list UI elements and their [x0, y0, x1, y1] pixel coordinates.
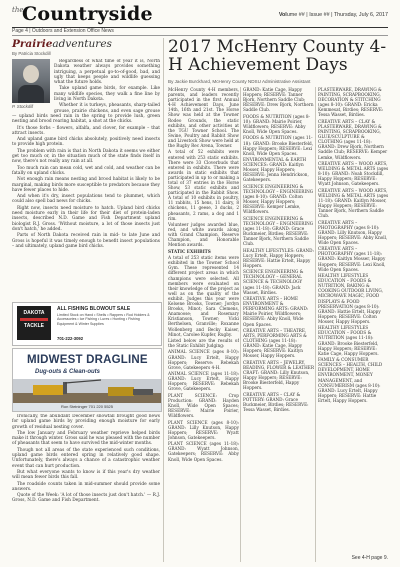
result-entry: FAMILY & CONSUMER SCIENCES – HEALTH, CHILD DEVELOPMENT, HOME ENVIRONMENT, MONEY MANAGEMENT, and CONSUMERISM (ages 8-10): GRAND: Lucy Ertelt, Happy Hoppers; RESERVE: Hattie Ertelt, Happy Hoppers. [318, 357, 383, 403]
paragraph: Ironically, the abundant December snowfall brought good news for upland game birds by providing enough moisture for early growth of residual nesting cover. [12, 414, 160, 430]
result-entry: HEALTHY LIFESTYLES: GRAND: Lucy Ertelt, Happy Hoppers; RESERVE: Hattie Ertelt, Happy Hoppers. [243, 247, 314, 268]
kicker-rest: adventures [52, 38, 112, 50]
ad-phone: 701-222-3092 [57, 336, 84, 341]
paragraph: A total of 253 static items were exhibited in the Towner School Gym. These represented 14 different project areas in which champions were selected. All members were evaluated on their knowledge of the project as well as on the quality of the exhibit. Judges this year were Kelsene Brooks, Towner; Jordyn Brooks, Minot; Sara Clemens, Anamoose; and Rosemary Kristianson, Towner; Vicki Berthelsen, Granville; Roxanne Wollenberg and Becky Kaiser, Minot, Carolee Kupfer, Rugby. [168, 255, 239, 337]
result-entry: SCIENCE ENGINEERING & TECHNOLOGY – ENGINEERING (ages 11-18): GRAND: Grace Buckmeier, Birdies; RESERVE: Tanner Bjork, Northern Saddle Club. [243, 215, 314, 247]
paragraph: PLANT SCIENCE: Crop Production: GRAND: Hayden Knoll, Wide Open Spaces; RESERVE: Mairie Poirier, Wildflowers. [168, 392, 239, 419]
paragraph: A total of 52 exhibits were entered with 253 static exhibits. There were 33 Cloverbuds that entered in exhibits. There were awards in static exhibits that participated in up to or making a total of 37 entries in the Horse Show, 53 static exhibits and participated in the Rabbit Show. A total of 10 exhibits in poultry, 11 rabbits, 15 hens, 11 dairy, 8 chickens, 11 geese, 3 ducks, 2 pheasants, 2 rams, a dog and 1 rim. [168, 149, 239, 221]
result-entry: GRAND: Katie Cage, Happy Hoppers; RESERVE: Tanner Bjork, Northern Saddle Club; RESERVE: Drew Bjork, Northern Saddle Club. [243, 87, 314, 113]
result-entry: FOODS & NUTRITION (ages 8-10): GRAND: Mairie Poirier, Wildflowers; RESERVE: Abby Knoll, Wide Open Spaces. [243, 113, 310, 135]
result-entry: FOODS & NUTRITION (ages 11-18): GRAND: Brooke Biesterfeld, Happy Hoppers; RESERVE: Lexi Knoll, Wide Open Spaces. [243, 135, 314, 156]
photo-caption: P. Stockdill [12, 104, 34, 109]
section-subline: Page 4 | Outdoors and Extension Office News [12, 28, 114, 34]
masthead-title: Countryside [22, 3, 153, 25]
issue-volume: Vol [278, 12, 287, 18]
paragraph: Parts of North Dakota received rain in mid- to late June and Gross is hopeful it was timely enough to benefit insect populations – and ultimately, upland game bird chicks. [12, 233, 160, 249]
paragraph: The low January and February weather reprieve helped birds make it through winter. Gross said he was pleased with the number of pheasants that seem to have survived the mid-winter months. [12, 430, 160, 447]
paragraph: Regardless of what time of year it is, North Dakota weather always provides something intriguing, a perpetual go-to-of-good, bad, and ugly that keeps people and wildlife guessing what the future holds. [54, 59, 160, 86]
article-byline: By Jackie Burckhard, McHenry County NDSU Administrative Assistant [168, 79, 311, 84]
continued-note: See 4-H page 9. [351, 555, 388, 561]
logo-line-1: DAKOTA [23, 310, 45, 316]
result-entry: CREATIVE ARTS – PHOTOGRAPHY (ages 8-10): GRAND: Lilly Knutson, Happy Hoppers; RESERVE: Abby Knoll, Wide Open Spaces. [318, 219, 388, 245]
result-entry: PLASTERWARE, DRAWING & PAINTING, SCRAPBOOKING, DECORATION & STITCHING (ages 8-10): GRAND: Ericka Kemmesat, Birdies; RESERVE: Tessa Wasset, Birdies. [318, 87, 384, 118]
result-entry: CREATIVE ARTS – WOOD ARTS, WELDING & METAL ARTS (ages 11-18): GRAND: Kaitlyn Mosser, Happy Hoppers; RESERVE: Tanner Bjork, Northern Saddle Club. [318, 187, 389, 219]
ad-title: MIDWEST DRAGLINE [27, 354, 148, 366]
result-entry: SCIENCE ENGINEERING & TECHNOLOGY – ENGINEERING (ages 8-10): GRAND: Colton Mosser, Happy Hoppers; RESERVE: Kemper Lemke, Wildflowers. [243, 183, 314, 215]
masthead-prefix: the [12, 6, 24, 14]
prairie-adventures-column [12, 38, 160, 249]
midwest-dragline-ad[interactable] [12, 348, 162, 412]
result-entry: CREATIVE ARTS – PHOTOGRAPHY (ages 11-18): GRAND: Kaitlyn Mosser, Happy Hoppers; RESERVE: Lexi Knoll, Wide Open Spaces. [318, 246, 386, 272]
result-entry: ENVIRONMENTAL & EARTH SCIENCES: GRAND: Kaitlyn Mosser, Happy Hoppers; RESERVE: Jenna Hendrickson, Gatekeepers. [243, 157, 309, 183]
ad-headline: ALL FISHING BLOWOUT SALE [57, 306, 131, 312]
equipment-photo [13, 379, 161, 403]
ad-tagline: Dug-outs & Clean-outs [35, 369, 100, 375]
paragraph: PLANT SCIENCE (ages 11-18): GRAND: Wyatt Johnson, Gatekeepers; RESERVE: Abby Knoll, Wide Open Spaces. [168, 441, 239, 462]
result-entry: HEALTHY LIFESTYLES EDUCATION – FOODS & NUTRITION (ages 11-18): GRAND: Brooke Biesterfeld, Happy Hoppers; RESERVE: Katie Cage, Happy Hoppers. [318, 325, 379, 356]
paragraph: And upland game bird chicks absolutely, positively need insects to provide high protein. [12, 137, 160, 148]
result-entry: CREATIVE ARTS – CLAY & PLASTERWARE, DRAWING & PAINTING, SCRAPBOOKING, GLUE/SCULPTURE & CLOTHING (ages 11-18): GRAND: Drew Bjork, Northern Saddle Club; RESERVE: Kemper Lemke, Wildflowers. [318, 118, 388, 160]
section-rule [12, 35, 388, 36]
issue-details: ume ## | Issue ## | Thursday, July 6, 2017 [286, 12, 388, 18]
section-heading: STATIC EXHIBITS [168, 248, 211, 254]
column-byline: By Patricia Stockdill [12, 51, 51, 56]
paragraph: PLANT SCIENCE (ages 8-10): GRAND: Lilly Knutson, Happy Hoppers; RESERVE: Wyatt Johnson, Gatekeepers. [168, 419, 239, 440]
paragraph: McHenry County 4-H members, parents, and leaders recently participated in the first Annual 4-H Achievement Days, June 14th, 16th and 21st. The Horse Show was held at the Towner Rodeo Grounds, the static exhibits, and other activities at the TGU Towner School. The Swine, Poultry and Rabbit Show and Livestock Show were held at the Rugby Rec Arena, Towner. [168, 87, 239, 149]
dakota-tackle-logo [17, 306, 51, 340]
column-divider [163, 38, 164, 562]
article-headline: 2017 McHenry County 4-H Achievement Days [168, 37, 387, 75]
paragraph: But what everyone wants to know is if this year's dry weather will mean fewer birds this fall. [12, 469, 160, 481]
paragraph: Take upland game birds, for example. Like many wildlife species, they walk a fine line by living in North Dakota. [54, 86, 160, 103]
ad-photo-strip [13, 379, 161, 403]
column-kicker [12, 38, 160, 50]
result-entry: CREATIVE ARTS – HOME ENVIRONMENT & PERFORMING ARTS: GRAND: Mairie Poirier, Wildflowers; RESERVE: Abby Knoll, Wide Open Spaces. [243, 296, 309, 327]
dakota-tackle-ad[interactable] [12, 302, 162, 346]
article-column-1 [168, 87, 239, 561]
paragraph: It's those forbs – flowers, alfalfa, and clover, for example – that attract insects. [12, 125, 160, 136]
paragraph: Not enough rain means nesting and brood habitat is likely to be marginal, making birds more susceptible to predators because they have fewer places to hide. [12, 177, 160, 193]
result-entry: CREATIVE ARTS – WOOD ARTS, WELDING & METAL ARTS (ages 8-10): GRAND: Noah Stockdill, Happy Hoppers; RESERVE: Wyatt Johnson, Gatekeepers. [318, 160, 389, 187]
paragraph: The roadside counts taken in mid-summer should provide some answers. [12, 481, 160, 492]
paragraph: Listed below are the results of the Static Exhibit Judging: [168, 337, 239, 349]
result-entry: CREATIVE ARTS – THEATRE, ARTS, PERFORMING ARTS & CLOTHING (ages 11-18): GRAND: Katie Cage, Happy Hoppers; RESERVE: Kaitlyn Mosser, Happy Hoppers. [243, 327, 307, 359]
column-divider [315, 87, 316, 562]
kicker-main: Prairie [12, 38, 53, 50]
ad-details: Limited Stock on Hand • Shells • Rappers • Rod Holders & Accessories • Ice Fishing • Lures • Hunting • Fishing Equipment & Winter Supplies [57, 313, 150, 326]
paragraph: Whether it is turkeys, pheasants, sharp-tailed grouse, prairie chickens, and even sage grouse — upland birds need rain in the spring to provide lush, green nesting and brood rearing habitat, a shot at the chicks. [12, 103, 160, 125]
paragraph: Though not all areas of the state experienced such conditions, upland game birds entered spring in relatively good shape. Unfortunately, there's always a chance of a catastrophic weather event that can hurt production. [12, 447, 160, 469]
logo-line-2: TACKLE [24, 323, 44, 329]
columnist-photo [12, 59, 50, 103]
paragraph: Too much rain can mean cold, wet and cold, and weather can be fatally on upland chicks. [12, 165, 160, 176]
paragraph: Right now, insects need moisture to hatch. Upland bird chicks need moisture early in their life for their diet of protein-laden insects, described N.D. Game and Fish Department upland biologist R.J. Gross. 'Without moisture, a lot of those insects just don't hatch,' he added. [12, 205, 160, 232]
column-divider [240, 87, 241, 562]
paragraph: The problem with rain is that in North Dakota it seems we either get too much or, in the situation much of the state finds itself in now, there's not really any rain at all. [12, 148, 160, 165]
paragraph: ANIMAL SCIENCE (ages 11-18): GRAND: Lucy Ertelt, Happy Hoppers; RESERVE: Rebekah Grove, Gatekeepers. [168, 371, 239, 392]
paragraph: ANIMAL SCIENCE (ages 8-10): GRAND: Lucy Ertelt, Happy Hoppers; Reserve: Rebekah Grove, Gatekeepers 4-H. [168, 349, 239, 370]
ad-contact: Ron Steininger 701 220 5525 [13, 403, 161, 411]
paragraph: And when it's dry, insect populations tend to plummet, which could also spell bad news for chicks. [12, 194, 160, 205]
result-entry: CREATIVE ARTS – JEWELRY, BEADING, FLOWER & LEATHER CRAFT: GRAND: Lilly Knutson, Happy Hoppers; RESERVE: Brooke Biesterfeld, Happy Hoppers. [243, 359, 314, 391]
result-entry: CREATIVE ARTS – CLAY & POTTERY: GRAND: Grace Buckmeier, Birdies; RESERVE: Tessa Wasset, Birdies. [243, 391, 309, 412]
paragraph: Volunteer judges awarded blue, red, and white awards along with Grand Champion, Reserve Champion, and Honorable Mention awards. [168, 222, 239, 248]
article-column-3 [318, 87, 389, 561]
article-column-2 [243, 87, 314, 561]
paragraph: Quote of the Week: 'A lot of those insects just don't hatch.' — R.J. Gross, N.D. Game and Fish Department. [12, 493, 160, 504]
result-entry: SCIENCE ENGINEERING & TECHNOLOGY – GENERAL SCIENCE & TECHNOLOGY (ages 11-18): GRAND: Jack Wasset, Birdies. [243, 269, 304, 295]
column-body-continued [12, 414, 160, 564]
issue-info [279, 12, 388, 18]
result-entry: HEALTHY LIFESTYLES EDUCATION – FOODS & NUTRITION, BAKING & COOKING OUTDOOR LIVING, MICROWAVE MAGIC, FOOD DISPLAYS & FOOD PRESERVATION (ages 8-10): GRAND: Hattie Ertelt, Happy Hoppers; RESERVE: Colton Mosser, Happy Hoppers. [318, 273, 383, 324]
